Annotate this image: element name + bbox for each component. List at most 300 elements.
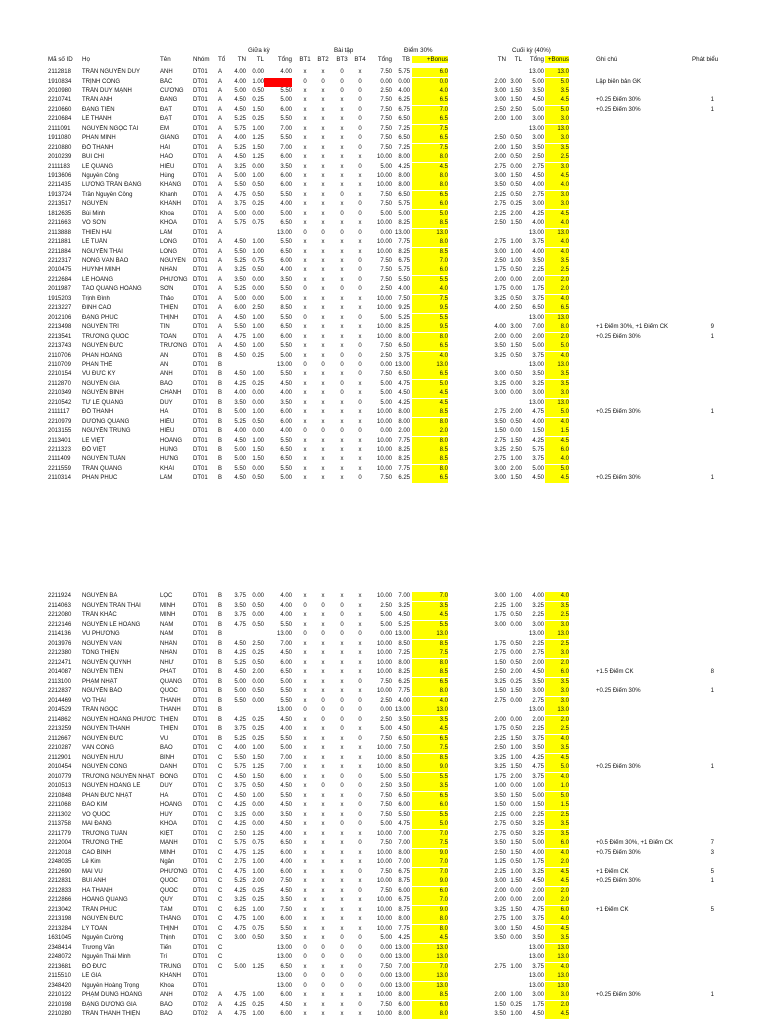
cell-ten: ANH <box>160 992 173 999</box>
cell-tb: 3.25 <box>398 602 410 609</box>
cell-tong2: 0.00 <box>380 982 392 989</box>
table-row[interactable] <box>0 181 768 190</box>
cell-phatbieu <box>692 248 714 257</box>
cell-phatbieu <box>692 915 714 924</box>
cell-tb: 4.00 <box>398 87 410 94</box>
cell-tl: 1.25 <box>252 135 264 142</box>
cell-bt2: x <box>321 210 325 217</box>
cell-mssv: 2210349 <box>48 390 72 397</box>
cell-nhom: DT01 <box>193 239 208 246</box>
cell-tong: 13.00 <box>276 944 292 951</box>
cell-ftn <box>490 125 506 134</box>
table-row[interactable] <box>0 906 768 915</box>
table-row[interactable] <box>0 925 768 934</box>
cell-tb: 6.75 <box>398 106 410 113</box>
cell-to: B <box>218 726 223 733</box>
cell-ten: BẢO <box>160 1011 173 1018</box>
cell-tong2: 7.50 <box>380 343 392 349</box>
table-row[interactable] <box>0 640 768 649</box>
column-header-ten: Tên <box>160 56 171 63</box>
cell-ftong: 5.00 <box>532 106 544 113</box>
cell-nhom: DT01 <box>193 963 208 970</box>
cell-bt3: x <box>340 437 344 444</box>
cell-bt3: x <box>340 650 344 657</box>
table-row[interactable] <box>0 697 768 706</box>
group-header-homework: Bài tập <box>334 47 354 54</box>
table-row[interactable] <box>0 934 768 943</box>
table-row[interactable] <box>0 191 768 200</box>
cell-bt3: x <box>340 811 344 818</box>
cell-phatbieu: 5 <box>710 906 714 913</box>
cell-nhom: DT01 <box>193 593 208 599</box>
table-row[interactable] <box>0 380 768 389</box>
cell-tn: 5.75 <box>234 125 246 132</box>
cell-tb: 6.75 <box>398 868 410 875</box>
cell-bt3: x <box>340 305 344 312</box>
cell-ftn: 1.75 <box>494 773 506 780</box>
cell-tb: 5.25 <box>398 621 410 628</box>
cell-ten: LỘC <box>160 593 173 599</box>
table-row[interactable] <box>0 849 768 858</box>
cell-to: A <box>218 295 223 302</box>
table-row[interactable] <box>0 754 768 763</box>
table-row[interactable] <box>0 304 768 313</box>
cell-tl: 0.50 <box>252 621 264 628</box>
cell-to: A <box>218 78 223 85</box>
table-row[interactable] <box>0 716 768 725</box>
cell-nhom: DT01 <box>193 116 208 123</box>
cell-bt4: 0 <box>358 371 362 378</box>
table-row[interactable] <box>0 773 768 782</box>
cell-bt1: x <box>303 726 307 733</box>
cell-ten: HÀ <box>160 792 169 799</box>
table-row[interactable] <box>0 408 768 417</box>
cell-ftl: 0.00 <box>510 163 522 170</box>
cell-phatbieu <box>692 659 714 668</box>
cell-bt2: 0 <box>321 428 325 435</box>
cell-ftn: 1.75 <box>494 267 506 274</box>
cell-fbonus: 4.0 <box>545 418 569 427</box>
table-row[interactable] <box>0 811 768 820</box>
cell-nhom: DT01 <box>193 229 208 236</box>
cell-nhom: DT01 <box>193 859 208 866</box>
table-row[interactable] <box>0 896 768 905</box>
cell-bt1: x <box>303 371 307 378</box>
cell-bt4: 0 <box>358 314 362 321</box>
cell-nhom: DT01 <box>193 754 208 761</box>
cell-bonus: 4.5 <box>412 389 448 398</box>
table-row[interactable] <box>0 333 768 342</box>
cell-to: C <box>218 954 223 961</box>
cell-fbonus: 3.5 <box>545 87 569 96</box>
cell-ftl: 1.50 <box>510 764 522 771</box>
cell-bt2: 0 <box>321 697 325 704</box>
cell-tong: 5.00 <box>280 475 292 482</box>
cell-bt3: 0 <box>340 783 344 790</box>
table-row[interactable] <box>0 200 768 209</box>
cell-ftn: 2.50 <box>494 849 506 856</box>
table-row[interactable] <box>0 437 768 446</box>
table-row[interactable] <box>0 887 768 896</box>
cell-phatbieu <box>692 200 714 209</box>
table-row[interactable] <box>0 953 768 962</box>
table-row[interactable] <box>0 125 768 134</box>
cell-ghichu <box>596 248 706 257</box>
table-row[interactable] <box>0 361 768 370</box>
cell-bonus: 8.0 <box>412 333 448 342</box>
cell-tb: 5.50 <box>398 773 410 780</box>
cell-to: A <box>218 267 223 274</box>
cell-to: B <box>218 631 223 637</box>
table-row[interactable] <box>0 248 768 257</box>
table-row[interactable] <box>0 820 768 829</box>
cell-ghichu <box>596 352 706 361</box>
cell-bt3: x <box>340 125 344 132</box>
cell-tn: 5.50 <box>234 754 246 761</box>
table-row[interactable] <box>0 611 768 620</box>
cell-bt1: x <box>303 992 307 999</box>
table-row[interactable] <box>0 144 768 153</box>
table-row[interactable] <box>0 868 768 877</box>
cell-ftn: 1.50 <box>494 688 506 695</box>
cell-mssv: 2212833 <box>48 887 72 894</box>
cell-bt1: x <box>303 409 307 416</box>
cell-ten: NGUYÊN <box>160 258 186 264</box>
table-row[interactable] <box>0 465 768 474</box>
cell-tong: 6.00 <box>280 106 292 113</box>
cell-mssv: 2210542 <box>48 399 72 406</box>
cell-tl <box>246 972 264 981</box>
table-row[interactable] <box>0 96 768 105</box>
table-row[interactable] <box>0 276 768 285</box>
cell-to: C <box>218 925 223 932</box>
table-row[interactable] <box>0 163 768 172</box>
cell-ftl <box>506 630 522 639</box>
cell-ftn <box>490 399 506 408</box>
cell-bonus: 8.5 <box>412 446 448 455</box>
table-row[interactable] <box>0 725 768 734</box>
table-row[interactable] <box>0 782 768 791</box>
cell-ten: Hùng <box>160 172 175 179</box>
table-row[interactable] <box>0 455 768 464</box>
table-row[interactable] <box>0 792 768 801</box>
cell-bt3: 0 <box>340 390 344 397</box>
cell-tong2: 10.00 <box>376 640 392 647</box>
table-row[interactable] <box>0 389 768 398</box>
cell-ftl <box>506 68 522 77</box>
table-row[interactable] <box>0 839 768 848</box>
cell-ho: PHAN ĐỨC NHẬT <box>82 792 133 799</box>
cell-phatbieu <box>692 446 714 455</box>
cell-tong2: 7.50 <box>380 125 392 132</box>
table-row[interactable] <box>0 238 768 247</box>
cell-mssv: 2114136 <box>48 631 71 637</box>
cell-ftn: 2.50 <box>494 669 506 676</box>
table-row[interactable] <box>0 678 768 687</box>
cell-phatbieu <box>692 163 714 172</box>
cell-bt3: x <box>340 399 344 406</box>
cell-bt1: x <box>303 106 307 113</box>
table-row[interactable] <box>0 257 768 266</box>
table-row[interactable] <box>0 649 768 658</box>
cell-bt2: 0 <box>321 982 325 989</box>
cell-bt3: 0 <box>340 286 344 293</box>
cell-bt4: x <box>358 916 362 923</box>
table-row[interactable] <box>0 982 768 991</box>
table-row[interactable] <box>0 427 768 436</box>
table-row[interactable] <box>0 418 768 427</box>
cell-ten: KHÁNH <box>160 201 182 208</box>
cell-bonus: 4.5 <box>412 163 448 172</box>
cell-bt3: x <box>340 97 344 104</box>
cell-bt4: 0 <box>358 944 362 951</box>
table-row[interactable] <box>0 87 768 96</box>
cell-bt2: x <box>321 726 325 733</box>
cell-tb: 13.00 <box>394 229 410 236</box>
cell-tong2: 10.00 <box>376 754 392 761</box>
table-row[interactable] <box>0 134 768 143</box>
cell-ftl: 0.00 <box>510 286 522 293</box>
cell-tong2: 5.00 <box>380 390 392 397</box>
cell-tn: 4.25 <box>234 1001 246 1008</box>
table-row[interactable] <box>0 621 768 630</box>
cell-tl <box>246 944 264 953</box>
table-row[interactable] <box>0 370 768 379</box>
cell-tl: 1.00 <box>252 239 264 246</box>
cell-fbonus: 3.5 <box>545 370 569 379</box>
cell-fbonus: 4.5 <box>545 868 569 877</box>
table-row[interactable] <box>0 944 768 953</box>
cell-bt4: 0 <box>358 352 362 359</box>
cell-nhom: DT01 <box>193 954 208 961</box>
cell-bt3: x <box>340 678 344 685</box>
table-row[interactable] <box>0 78 768 87</box>
cell-ghichu <box>596 659 706 668</box>
table-row[interactable] <box>0 963 768 972</box>
cell-ftong: 13.00 <box>528 954 544 961</box>
cell-fbonus: 13.0 <box>545 125 569 134</box>
cell-ftn <box>490 68 506 77</box>
table-row[interactable] <box>0 446 768 455</box>
table-row[interactable] <box>0 342 768 351</box>
cell-ho: Nguyễn Công <box>82 172 119 179</box>
cell-ghichu <box>596 455 706 464</box>
table-row[interactable] <box>0 602 768 611</box>
cell-bonus: 13.0 <box>412 953 448 962</box>
cell-mssv: 2010239 <box>48 154 72 161</box>
cell-ghichu <box>596 266 706 275</box>
cell-ho: ĐỖ THANH <box>82 144 114 151</box>
cell-ftn: 2.75 <box>494 916 506 923</box>
table-row[interactable] <box>0 68 768 77</box>
table-row[interactable] <box>0 735 768 744</box>
table-row[interactable] <box>0 153 768 162</box>
cell-ftn: 2.50 <box>494 106 506 113</box>
cell-ftn: 2.75 <box>494 650 506 657</box>
table-row[interactable] <box>0 399 768 408</box>
cell-to: A <box>218 97 223 104</box>
cell-bt2: x <box>321 305 325 312</box>
table-row[interactable] <box>0 295 768 304</box>
cell-ftn: 4.00 <box>494 324 506 331</box>
cell-to: B <box>218 371 223 378</box>
table-row[interactable] <box>0 323 768 332</box>
cell-ftl: 0.50 <box>510 182 522 189</box>
cell-nhom: DT01 <box>193 220 208 227</box>
cell-ten: NHÂN <box>160 640 178 647</box>
cell-bt3: x <box>340 154 344 161</box>
cell-ho: LÊ THÀNH <box>82 116 112 123</box>
cell-bt1: x <box>303 593 307 599</box>
cell-nhom: DT01 <box>193 840 208 847</box>
table-row[interactable] <box>0 830 768 839</box>
cell-ho: TRƯƠNG NGUYỄN NHẬT <box>82 773 155 780</box>
cell-bt4: 0 <box>358 935 362 942</box>
cell-fbonus: 6.0 <box>545 668 569 677</box>
cell-bt1: x <box>303 239 307 246</box>
table-row[interactable] <box>0 115 768 124</box>
cell-bonus: 6.5 <box>412 191 448 200</box>
cell-nhom: DT01 <box>193 286 208 293</box>
table-row[interactable] <box>0 858 768 867</box>
cell-tong: 3.50 <box>280 399 292 406</box>
cell-ghichu <box>596 915 706 924</box>
table-row[interactable] <box>0 659 768 668</box>
cell-ftn: 3.00 <box>494 248 506 255</box>
table-row[interactable] <box>0 706 768 715</box>
cell-mssv: 2248072 <box>48 954 72 961</box>
cell-ftong: 3.00 <box>532 201 544 208</box>
table-row[interactable] <box>0 285 768 294</box>
cell-bonus: 7.0 <box>412 868 448 877</box>
cell-nhom: DT01 <box>193 69 208 75</box>
cell-ftl: 1.00 <box>510 248 522 255</box>
table-row[interactable] <box>0 172 768 181</box>
table-row[interactable] <box>0 219 768 228</box>
cell-ftong: 13.00 <box>528 229 544 236</box>
cell-ftong: 2.75 <box>532 191 544 198</box>
cell-tb: 8.25 <box>398 248 410 255</box>
cell-tong2: 7.50 <box>380 276 392 283</box>
cell-ten: ANH <box>160 371 173 378</box>
cell-ftn: 2.75 <box>494 697 506 704</box>
table-row[interactable] <box>0 744 768 753</box>
cell-phatbieu <box>692 773 714 782</box>
table-row[interactable] <box>0 1010 768 1019</box>
cell-bt3: x <box>340 868 344 875</box>
cell-tong2: 7.50 <box>380 191 392 198</box>
cell-tong2: 7.50 <box>380 735 392 742</box>
cell-ftl: 0.00 <box>510 716 522 723</box>
table-row[interactable] <box>0 687 768 696</box>
cell-tb: 6.50 <box>398 371 410 378</box>
cell-mssv: 2010513 <box>48 783 72 790</box>
table-row[interactable] <box>0 801 768 810</box>
cell-tong: 3.50 <box>280 811 292 818</box>
cell-tn: 5.75 <box>234 840 246 847</box>
table-row[interactable] <box>0 474 768 483</box>
cell-bt1: x <box>303 669 307 676</box>
cell-ho: TRẦN QUANG <box>82 465 123 472</box>
cell-mssv: 2211435 <box>48 182 71 189</box>
cell-ho: NGUYỄN CÔNG <box>82 764 128 771</box>
cell-tb: 8.25 <box>398 447 410 453</box>
cell-ho: NGUYỄN QUỲNH <box>82 659 132 666</box>
cell-ftl: 1.50 <box>510 840 522 847</box>
cell-tong: 5.50 <box>280 437 292 444</box>
cell-tl: 1.50 <box>252 106 264 113</box>
cell-phatbieu <box>692 706 714 715</box>
cell-fbonus: 4.5 <box>545 925 569 934</box>
table-row[interactable] <box>0 877 768 886</box>
cell-bt4: x <box>358 380 362 387</box>
cell-phatbieu <box>692 380 714 389</box>
cell-bt1: 0 <box>303 631 307 637</box>
table-row[interactable] <box>0 210 768 219</box>
cell-tn: 5.00 <box>234 447 246 453</box>
cell-nhom: DT01 <box>193 352 208 359</box>
table-row[interactable] <box>0 763 768 772</box>
cell-ten: HUY <box>160 811 173 818</box>
cell-ghichu <box>596 887 706 896</box>
table-row[interactable] <box>0 991 768 1000</box>
cell-bonus: 2.0 <box>412 427 448 436</box>
cell-tl: 0.50 <box>252 935 264 942</box>
table-row[interactable] <box>0 1001 768 1010</box>
cell-bt1: x <box>303 792 307 799</box>
cell-ho: TRỊNH CÔNG <box>82 78 120 85</box>
cell-tn: 3.75 <box>234 783 246 790</box>
table-row[interactable] <box>0 972 768 981</box>
cell-ftl: 0.00 <box>510 697 522 704</box>
cell-ftn: 2.50 <box>494 745 506 752</box>
cell-bonus: 3.5 <box>412 602 448 611</box>
table-row[interactable] <box>0 630 768 639</box>
cell-tn: 5.00 <box>234 456 246 463</box>
cell-bt2: x <box>321 878 325 885</box>
table-row[interactable] <box>0 352 768 361</box>
cell-bt3: x <box>340 802 344 809</box>
cell-tong: 5.50 <box>280 621 292 628</box>
cell-bt2: x <box>321 735 325 742</box>
table-row[interactable] <box>0 314 768 323</box>
table-row[interactable] <box>0 915 768 924</box>
cell-ftong: 13.00 <box>528 982 544 989</box>
cell-fbonus: 3.0 <box>545 191 569 200</box>
cell-fbonus: 4.0 <box>545 248 569 257</box>
cell-tb: 13.00 <box>394 631 410 637</box>
cell-tong: 4.00 <box>280 69 292 75</box>
cell-mssv: 2212004 <box>48 840 72 847</box>
table-row[interactable] <box>0 106 768 115</box>
cell-ftong: 13.00 <box>528 707 544 714</box>
cell-ho: PHAN THẾ <box>82 361 113 368</box>
cell-bt4: 0 <box>358 631 362 637</box>
cell-nhom: DT01 <box>193 182 208 189</box>
cell-bt2: x <box>321 172 325 179</box>
cell-tn: 3.00 <box>234 935 246 942</box>
cell-mssv: 2013155 <box>48 428 72 435</box>
table-row[interactable] <box>0 266 768 275</box>
table-row[interactable] <box>0 592 768 601</box>
cell-ftong: 5.75 <box>532 447 544 453</box>
cell-bt4: x <box>358 764 362 771</box>
table-row[interactable] <box>0 229 768 238</box>
cell-nhom: DT02 <box>193 1011 208 1018</box>
cell-tong: 6.00 <box>280 773 292 780</box>
cell-to: B <box>218 399 223 406</box>
table-row[interactable] <box>0 668 768 677</box>
